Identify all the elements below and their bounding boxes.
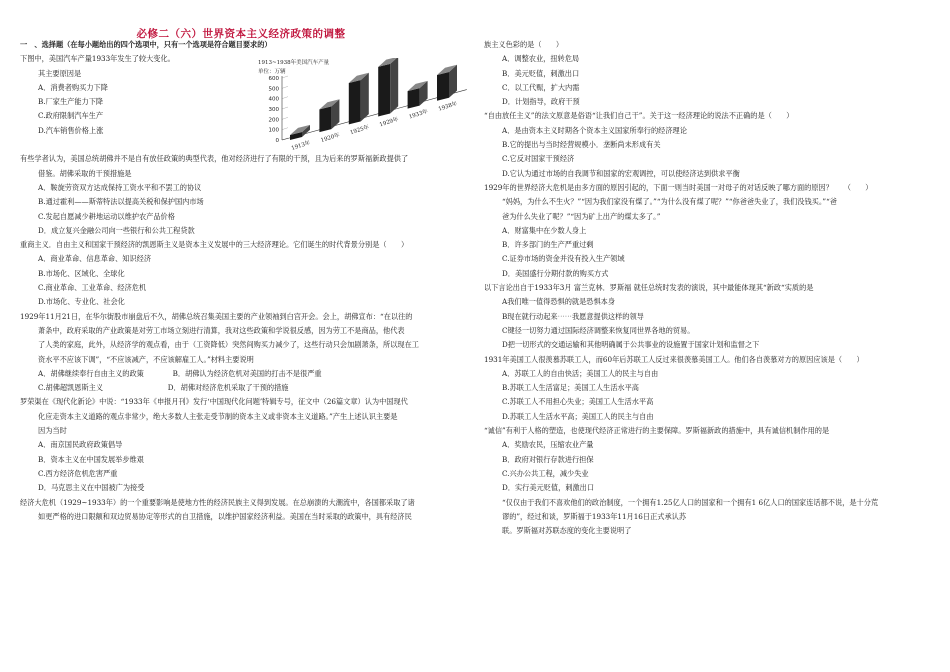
- text-line: 有些学者认为，美国总统胡佛并不是自有放任政策的典型代表，他对经济进行了有限的干预，且为后来的罗斯福新政提供了: [20, 154, 409, 164]
- text-line: 因为当时: [38, 426, 67, 436]
- gridline: [282, 117, 288, 119]
- text-line: 化应走资本主义道路的观点非常少，绝大多数人主张走受节制的资本主义或非资本主义道路。”产生上述认识主要是: [38, 411, 398, 421]
- text-line: A．消费者购买力下降: [38, 82, 108, 92]
- y-tick-label: 100: [268, 127, 279, 134]
- text-line: A．调整农业，扭转危局: [502, 54, 580, 64]
- x-tick-label: 1920年: [320, 132, 341, 145]
- text-line: D．美国盛行分期付款的购买方式: [502, 268, 609, 278]
- text-line: D.苏联工人生活水平高；美国工人的民主与自由: [502, 411, 654, 421]
- chart-svg: [256, 58, 478, 166]
- y-tick-label: 200: [268, 117, 279, 124]
- x-tick-label: 1925年: [349, 124, 370, 137]
- text-line: C.商业革命、工业革命、经济危机: [38, 283, 147, 293]
- bar: [437, 72, 449, 101]
- bar-side: [390, 58, 398, 113]
- gridline: [282, 107, 288, 109]
- text-line: D．成立复兴金融公司向一些银行和公共工程贷款: [38, 225, 195, 235]
- text-line: B．许多部门的生产严重过剩: [502, 240, 594, 250]
- text-line: B.苏联工人生活富足；美国工人生活水平高: [502, 383, 639, 393]
- bar: [378, 64, 390, 117]
- right-column: [484, 38, 934, 538]
- page-title: 必修二（六）世界资本主义经济政策的调整: [136, 28, 346, 40]
- bar: [319, 106, 331, 132]
- text-line: B.厂家生产能力下降: [38, 97, 104, 107]
- text-line: “自由放任主义”的法文原意是俗语“让我们自己干”。关于这一经济理论的说法不正确的是（ ）: [484, 111, 794, 121]
- text-line: A．财富集中在少数人身上: [502, 225, 587, 235]
- text-line: D．马克思主义在中国被广为接受: [38, 483, 145, 493]
- text-line: B.市场化、区域化、全球化: [38, 268, 125, 278]
- text-line: C.政府限制汽车生产: [38, 111, 104, 121]
- text-line: C.胡佛超凯恩斯主义 D．胡佛对经济危机采取了干预的措施: [38, 383, 289, 393]
- text-line: D把一切形式的交通运输和其他明确属于公共事业的设施置于国家计划和监督之下: [502, 340, 760, 350]
- text-line: D．计划指导，政府干预: [502, 97, 580, 107]
- section-heading: 一 、选择题（在每小题给出的四个选项中，只有一个选项是符合题目要求的）: [20, 40, 272, 49]
- bar: [349, 80, 361, 124]
- text-line: 资水平不应该下调”，“不应该减产，不应该解雇工人。”材料主要说明: [38, 354, 254, 364]
- text-line: A．奖励农民，压缩农业产量: [502, 440, 594, 450]
- text-line: 借鉴。胡佛采取的干预措施是: [38, 168, 132, 178]
- text-line: “仅仅由于我们不喜欢他们的政治制度，一个拥有1.25亿人口的国家和一个拥有1 6亿人口的国家连话都不说，是十分荒: [502, 497, 879, 507]
- text-line: D．实行美元贬值，刺激出口: [502, 483, 595, 493]
- text-line: B．资本主义在中国发展举步维艰: [38, 454, 144, 464]
- x-tick-label: 1913年: [290, 140, 312, 152]
- text-line: A．鞍旋劳资双方达成保持工资水平和不罢工的协议: [38, 182, 202, 192]
- text-line: 以下言论出自于1933年3月 富兰克林．罗斯福 就任总统时发表的演说，其中最能体现其“新政“实质的是: [484, 283, 814, 293]
- text-line: C．以工代赈，扩大内需: [502, 82, 580, 92]
- text-line: 其主要原因是: [38, 68, 82, 78]
- x-tick-label: 1938年: [437, 100, 459, 113]
- text-line: 爸为什么失业了呢？”“因为矿上出产的煤太多了。”: [502, 211, 661, 221]
- text-line: B.它的提出与当时经营规模小．垄断尚未形成有关: [502, 140, 661, 150]
- text-line: A．是由资本主义时期各个资本主义国家所奉行的经济理论: [502, 125, 687, 135]
- text-line: C.西方经济危机危害严重: [38, 468, 118, 478]
- text-line: A．胡佛继续奉行自由主义的政策 B．胡佛认为经济危机对美国的打击不是很严重: [38, 368, 322, 378]
- text-line: 1929年11月21日，在华尔街股市崩盘后不久，胡佛总统召集美国主要的产业领袖到白宫开会。会上，胡佛宣布：“在以往的: [20, 311, 413, 321]
- y-tick-label: 300: [268, 107, 279, 113]
- y-tick-label: 0: [275, 138, 279, 144]
- text-line: C.它反对国家干预经济: [502, 154, 575, 164]
- text-line: “妈妈，为什么不生火？”“因为我们家没有煤了。”“为什么没有煤了呢？”“你爸爸失业了，我们没钱买。”“爸: [502, 197, 837, 207]
- text-line: C.证券市场的资金并没有投入生产领域: [502, 254, 625, 264]
- bar: [408, 88, 420, 109]
- text-line: “诚信”有利于人格的塑造，也使现代经济正常进行的主要保障。罗斯福新政的措施中，具有诚信机制作用的是: [484, 426, 830, 436]
- text-line: 联。罗斯福对苏联态度的变化主要说明了: [502, 526, 632, 536]
- text-line: 罗荣渠在《现代化新论》中说：“1933年《申报月刊》发行‘中国现代化问题’特辑专号，征文中（26篇文章）认为中国现代: [20, 397, 408, 407]
- text-line: A．商业革命、信息革命、知识经济: [38, 254, 152, 264]
- text-line: A我们唯一值得恐惧的就是恐惧本身: [502, 297, 616, 307]
- text-line: D.它认为通过市场的自我调节和国家的宏观调控，可以使经济达到供求平衡: [502, 168, 740, 178]
- chart-title: 1913~1938年美国汽车产量: [258, 60, 330, 66]
- text-line: 族主义色彩的是（ ）: [484, 40, 564, 49]
- x-tick-label: 1933年: [408, 108, 429, 121]
- text-line: 1929年的世界经济大危机是由多方面的原因引起的，下面一则当时美国一对母子的对话反映了哪方面的原因？ （ ）: [484, 182, 873, 192]
- x-tick-label: 1929年: [378, 116, 400, 129]
- text-line: B现在就行动起来⋯⋯我愿意提供这样的领导: [502, 311, 644, 321]
- text-line: 了人类的家庭，此外，从经济学的观点看，由于（工资降低）突然间购买力减少了，这些行动只会加剧萧条，所以现在工: [38, 340, 419, 350]
- right-question-list: [484, 38, 934, 538]
- text-line: 下图中，美国汽车产量1933年发生了较大变化。: [20, 54, 175, 64]
- text-line: 重商主义．自由主义和国家干预经济的凯恩斯主义是资本主义发展中的三大经济理论。它们诞生的时代背景分别是（ ）: [20, 240, 409, 250]
- car-production-chart: [256, 58, 478, 166]
- y-tick-label: 500: [268, 86, 279, 93]
- text-line: C.发起自愿减少耕地运动以维护农产品价格: [38, 211, 175, 221]
- text-line: D.汽车销售价格上涨: [38, 125, 104, 135]
- text-line: D.市场化、专业化、社会化: [38, 297, 125, 307]
- text-line: B.通过霍利——斯蒂特法以提高关税和保护国内市场: [38, 197, 204, 207]
- text-line: 谬的”，经过和谈，罗斯福于1933年11月16日正式承认苏: [502, 511, 687, 521]
- y-tick-label: 400: [268, 96, 279, 103]
- text-line: 经济大危机（1929~1933年）的一个重要影响是使地方性的经济民族主义得到发展。在总崩溃的大潮流中，各国都采取了诸: [20, 497, 415, 507]
- gridline: [282, 86, 288, 88]
- gridline: [282, 76, 288, 78]
- chart-unit-label: 单位：万辆: [258, 69, 286, 75]
- text-line: A．苏联工人的自由快活；美国工人的民主与自由: [502, 368, 659, 378]
- text-line: C.兴办公共工程，减少失业: [502, 468, 589, 478]
- text-line: B．美元贬值，刺激出口: [502, 68, 580, 78]
- text-line: A．南京国民政府政策倡导: [38, 440, 123, 450]
- text-line: 如更严格的进口限额和双边贸易协定等形式的自卫措施，以维护国家经济利益。美国在当时采取的政策中，具有经济民: [38, 511, 412, 521]
- gridline: [282, 128, 288, 130]
- text-line: C键径一切努力通过国际经济调整来恢复同世界各地的贸易。: [502, 325, 695, 335]
- text-line: 萧条中，政府采取的产业政策是对劳工市场立刻进行清算，我对这些政策和学说很反感，因为劳工不是商品，他代表: [38, 325, 405, 335]
- y-tick-label: 600: [268, 76, 279, 82]
- text-line: B．政府对银行存款进行担保: [502, 454, 594, 464]
- text-line: C.苏联工人不用担心失业；美国工人生活水平高: [502, 397, 654, 407]
- gridline: [282, 97, 288, 99]
- text-line: 1931年美国工人很羡慕苏联工人，而60年后苏联工人反过来很羡慕美国工人。他们各自羡慕对方的原因应该是（ ）: [484, 354, 864, 364]
- bar-side: [361, 73, 369, 122]
